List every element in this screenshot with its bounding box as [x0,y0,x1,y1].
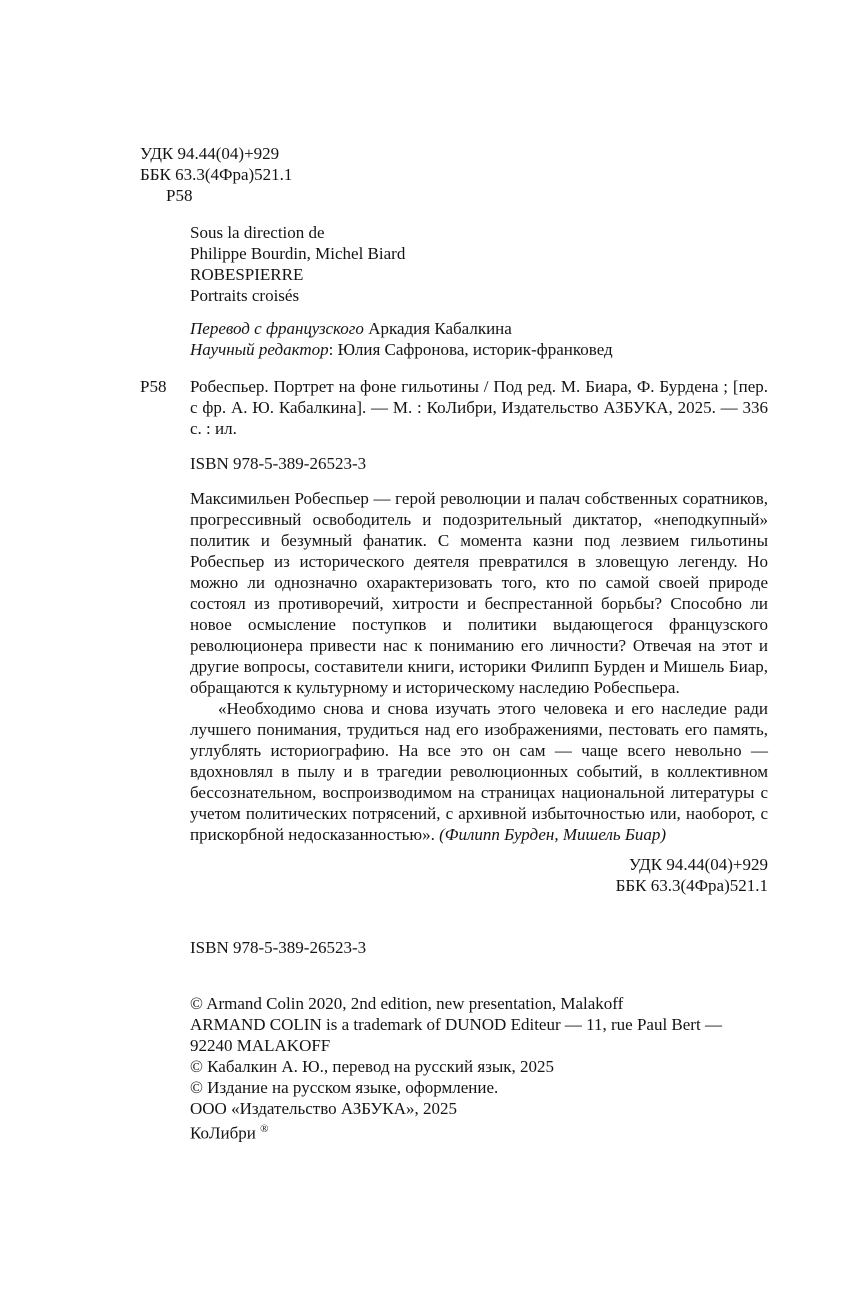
original-title: ROBESPIERRE [190,265,304,284]
translator-line [190,318,768,339]
bbk-code-right: ББК 63.3(4Фра)521.1 [615,876,768,895]
copyright-line: 92240 MALAKOFF [190,1036,331,1055]
editor-label: Научный редактор [190,340,329,359]
catalog-entry [140,376,768,439]
publisher-name: КоЛибри [190,1123,256,1143]
bibliographic-codes-top [140,143,856,206]
registered-trademark-symbol: ® [260,1123,269,1135]
original-direction-line: Sous la direction de [190,223,325,242]
editor-name: : Юлия Сафронова, историк-франковед [328,340,613,359]
page-text-column [140,222,768,1144]
copyright-line: ООО «Издательство АЗБУКА», 2025 [190,1099,458,1118]
original-subtitle: Portraits croisés [190,286,300,305]
translator-label: Перевод с французского [190,319,364,338]
copyright-line: © Кабалкин А. Ю., перевод на русский язык, 2025 [190,1057,555,1076]
quote-text: «Необходимо снова и снова изучать этого человека и его наследие ради лучшего понимания, трудиться над его изображениями, пестовать его память, углублять историографию. На все это он сам — чаще всего невольно — вдохновлял в пылу и в трагедии революционных событий, в коллективном бессознательном, воспроизводимом на страницах национальной литературы с учетом политических потрясений, с архивной избыточностью или, наоборот, с прискорбной недосказанностью». [190,699,768,844]
original-authors: Philippe Bourdin, Michel Biard [190,244,406,263]
bibliographic-codes-right [190,854,768,896]
publisher-line [190,1119,768,1144]
copyright-line: © Издание на русском языке, оформление. [190,1078,499,1097]
original-title-block [190,222,768,306]
catalog-description: Робеспьер. Портрет на фоне гильотины / Под ред. М. Биара, Ф. Бурдена ; [пер. с фр. А. Ю. Кабалкина]. — М. : КоЛибри, Издательство АЗБУКА, 2025. — 336 с. : ил. [190,377,768,438]
editor-line [190,339,768,360]
catalog-author-sign: Р58 [140,377,167,396]
udk-code-top: УДК 94.44(04)+929 [140,144,280,163]
isbn-line: ISBN 978-5-389-26523-3 [190,454,367,473]
credits-block [190,318,768,360]
isbn-line-bottom: ISBN 978-5-389-26523-3 [190,938,367,957]
annotation-paragraph: Максимильен Робеспьер — герой революции и палач собственных соратников, прогрессивный освободитель и подозрительный диктатор, «неподкупный» политик и безумный фанатик. С момента казни под лезвием гильотины Робеспьер из исторического деятеля превратился в зловещую легенду. Но можно ли однозначно охарактеризовать того, кто по самой своей природе состоял из противоречий, хитрости и беспрестанной борьбы? Способно ли новое осмысление поступков и политики выдающегося французского революционера привести нас к пониманию его личности? Отвечая на этот и другие вопросы, составители книги, историки Филипп Бурден и Мишель Биар, обращаются к культурному и историческому наследию Робеспьера. [190,489,768,697]
quote-attribution: (Филипп Бурден, Мишель Биар) [439,825,667,844]
copyright-block [190,993,768,1144]
bbk-code-top: ББК 63.3(4Фра)521.1 [140,165,293,184]
author-sign-top: Р58 [166,186,193,205]
copyright-line: ARMAND COLIN is a trademark of DUNOD Editeur — 11, rue Paul Bert — [190,1015,722,1034]
quote-paragraph [190,698,768,845]
copyright-line: © Armand Colin 2020, 2nd edition, new presentation, Malakoff [190,994,624,1013]
udk-code-right: УДК 94.44(04)+929 [628,855,768,874]
translator-name: Аркадия Кабалкина [368,319,512,338]
